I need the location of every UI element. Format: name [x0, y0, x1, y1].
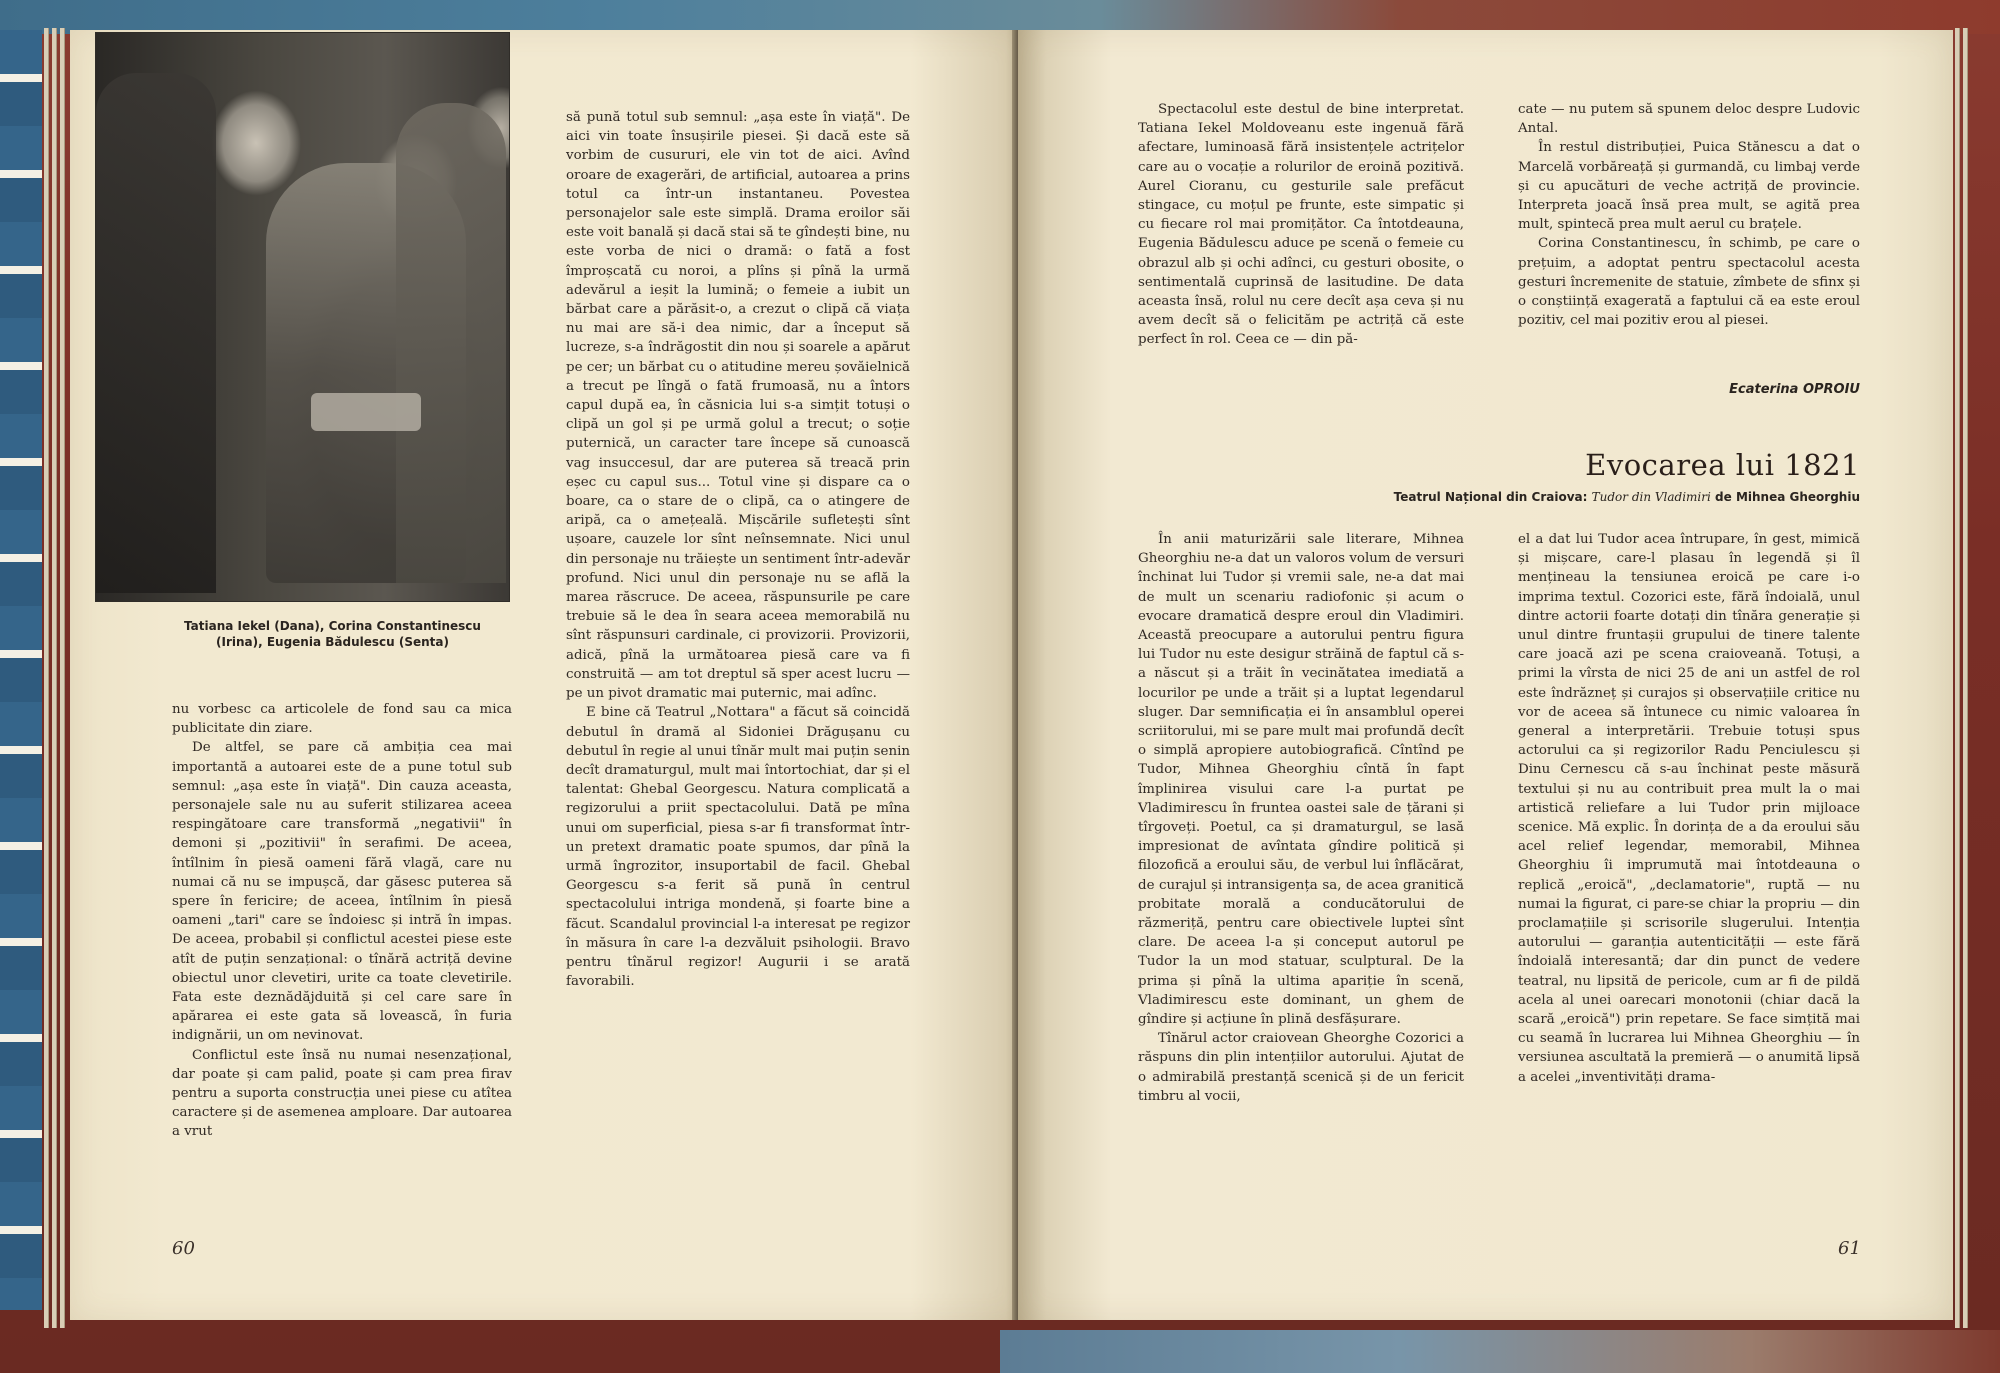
page-stack-edge [1955, 28, 1960, 1328]
page-number-left: 60 [172, 1238, 195, 1259]
photo-caption: Tatiana Iekel (Dana), Corina Constantinescu (Irina), Eugenia Bădulescu (Senta) [184, 619, 481, 649]
right-column-2 [1518, 100, 1860, 330]
paragraph: cate — nu putem să spunem deloc despre Ludovic Antal. [1518, 102, 1860, 137]
subtitle-theatre: Teatrul Național din Craiova: [1393, 490, 1588, 504]
left-column-2 [566, 108, 910, 991]
page-stack-edge [52, 28, 57, 1328]
paragraph: Tînărul actor craiovean Gheorghe Cozorici a răspuns din plin intențiilor autorului. Ajutat de o admirabilă prestanță scenică și de un fericit timbru al vocii, [1138, 1031, 1464, 1104]
book-bottom-edge [1000, 1330, 2000, 1373]
page-stack-edge [60, 28, 65, 1328]
paragraph: În restul distribuției, Puica Stănescu a dat o Marcelă vorbăreață și gurmandă, cu limbaj verde și cu apucături de veche actriță de provincie. Interpreta joacă însă prea mult, se agită prea mult, spintecă prea mult aerul cu brațele. [1518, 140, 1860, 233]
book-spine-edge [0, 30, 42, 1310]
photo-detail [311, 393, 421, 431]
theatre-photo [95, 32, 510, 602]
paragraph: să pună totul sub semnul: „așa este în viață". De aici vin toate însușirile piesei. Și dacă este să vorbim de cusururi, ele vin tot de aici. Avînd oroare de exagerări, de artificial, autoarea a prins totul ca într-un instantaneu. Povestea personajelor sale este simplă. Drama eroilor săi este voit banală și dacă stai să te gîndești bine, nu este vorba de nici o dramă: o fată a fost împroșcată cu noroi, a plîns și pînă la urmă adevărul a ieșit la lumină; o femeie a iubit un bărbat care a părăsit-o, a crezut o clipă că viața nu mai are să-i dea nimic, dar a început să lucreze, s-a îndrăgostit din nou și soarele a apărut pe cer; un bărbat cu o atitudine mereu șovăielnică a trecut pe lîngă o fată frumoasă, nu a întors capul după ea, în căsnicia lui s-a simțit totuși o clipă un gol și pe urmă golul a trecut; o soție puternică, un caracter tare începe să cunoască vag insuccesul, dar are puterea să treacă prin eșec cu capul sus... Totul vine și dispare ca o boare, ca o stare de o clipă, ca o atingere de aripă, ca o amețeală. Mișcările sufletești sînt ușoare, cauzele lor sînt neînsemnate. Nici unul din personaje nu trăiește un sentiment într-adevăr profund. Nici unul din personaje nu se află la marea răscruce. De aceea, răspunsurile pe care trebuie să le dea în seara aceea memorabilă nu sînt răspunsuri cardinale, ci provizorii. Provizorii, adică, pînă la următoarea piesă care va fi construită — am tot dreptul să sper acest lucru — pe un pivot dramatic mai puternic, mai adînc. [566, 110, 910, 702]
photo-figure [96, 73, 216, 593]
paragraph: Corina Constantinescu, în schimb, pe care o prețuim, a adoptat pentru spectacolul acesta gesturi încremenite de statuie, zîmbete de sfinx și o conștiință exagerată a faptului că ea este eroul pozitiv, cel mai pozitiv erou al piesei. [1518, 236, 1860, 329]
subtitle-author: de Mihnea Gheorghiu [1715, 490, 1860, 504]
article-subtitle [1225, 490, 1860, 504]
article-signature: Ecaterina OPROIU [1729, 382, 1860, 397]
paragraph: el a dat lui Tudor acea întrupare, în gest, mimică și mișcare, care-l plasau în legendă și îl mențineau la tensiunea eroică pe care i-o imprima textul. Cozorici este, fără îndoială, unul dintre actorii foarte dotați din tînăra generație și unul dintre fruntașii grupului de tinere talente care joacă azi pe scena craioveană. Totuși, a primi la vîrsta de nici 25 de ani un astfel de rol este îndrăzneț și curajos și observațiile critice nu vor de aceea să întunece cu nimic valoarea în general a interpretării. Trebuie totuși spus actorului ca și regizorilor Radu Penciulescu și Dinu Cernescu că s-au închinat peste măsură textului și nu au contribuit prea mult la o mai artistică reliefare a lui Tudor prin mijloace scenice. Mă explic. În dorința de a da eroului său acel relief legendar, memorabil, Mihnea Gheorghiu îi imprumută mai întotdeauna o replică „eroică", „declamatorie", ruptă — nu numai la figurat, ci pare-se chiar la propriu — din proclamațiile și scrisorile slugerului. Intenția autorului — garanția autenticității — este fără îndoială interesantă; dar din punct de vedere teatral, nu lipsită de pericole, cum ar fi de pildă acela al unei oarecari monotonii (chiar dacă la scară „eroică") prin repetare. Se face simțită mai cu seamă în lucrarea lui Mihnea Gheorghiu — în versiunea ascultată la premieră — o anumită lipsă a acelei „inventivități drama- [1518, 532, 1860, 1085]
page-number-right: 61 [1838, 1238, 1861, 1259]
photo-figure [396, 103, 506, 583]
right-column-4 [1518, 530, 1860, 1087]
paragraph: Conflictul este însă nu numai nesenzațional, dar poate și cam palid, poate și cam prea firav pentru a suporta construcția unei piese cu atîtea caractere și de asemenea amploare. Dar autoarea a vrut [172, 1047, 512, 1140]
paragraph: În anii maturizării sale literare, Mihnea Gheorghiu ne-a dat un valoros volum de versuri închinat lui Tudor și vremii sale, ne-a dat mai de mult un scenariu radiofonic și acum o evocare dramatică despre eroul din Vladimiri. Această preocupare a autorului pentru figura lui Tudor nu este desigur străină de faptul că s-a născut și a trăit în vecinătatea imediată a locurilor pe unde a trăit și a luptat legendarul sluger. Dar semnificația ei în ansamblul operei scriitorului, mi se pare mult mai profundă decît o simplă apropiere autobiografică. Cîntînd pe Tudor, Mihnea Gheorghiu cîntă în fapt împlinirea visului care l-a purtat pe Vladimirescu în fruntea oastei sale de țărani și tîrgoveți. Poetul, ca și dramaturgul, se lasă impresionat de avîntata gîndire politică și filozofică a eroului său, de verbul lui înflăcărat, de curajul și intransigența sa, de acea granitică probitate morală a conducătorului de răzmeriță, pentru care obiectivele luptei sînt clare. De aceea l-a și conceput autorul pe Tudor la un mod statuar, sculptural. De la prima și pînă la ultima apariție în scenă, Vladimirescu este dominant, un ghem de gîndire și acțiune în plină desfășurare. [1138, 532, 1464, 1028]
paragraph: nu vorbesc ca articolele de fond sau ca mica publicitate din ziare. [172, 702, 512, 737]
left-column-1 [172, 700, 512, 1142]
paragraph: Spectacolul este destul de bine interpretat. Tatiana Iekel Moldoveanu este ingenuă fără afectare, luminoasă fără insistențele actrițelor care au o vocație a rolurilor de eroină pozitivă. Aurel Cioranu, cu gesturile sale prefăcut stingace, cu moțul pe frunte, este simpatic și cu fiecare rol mai promițător. Ca întotdeauna, Eugenia Bădulescu aduce pe scenă o femeie cu obrazul alb și ochi adînci, cu gesturi obosite, o sentimentală cuprinsă de lasitudine. De data aceasta însă, rolul nu cere decît așa ceva și nu avem decît să o felicităm pe actriță că este perfect în rol. Ceea ce — din pă- [1138, 102, 1464, 348]
paragraph: De altfel, se pare că ambiția cea mai importantă a autoarei este de a pune totul sub semnul: „așa este în viață". Din cauza aceasta, personajele sale nu au suferit stilizarea aceea respingătoare care transformă „negativii" în demoni și „pozitivii" în serafimi. De aceea, întîlnim în piesă oameni fără vlagă, care nu numai că nu se impușcă, dar găsesc puterea să spere în fericire; de aceea, întîlnim în piesă oameni „tari" care se îndoiesc și intră în impas. De aceea, probabil și conflictul acestei piese este atît de puțin senzațional: o tînără actriță devine obiectul unor clevetiri, urite ca toate clevetirile. Fata este deznădăjduită și cel care sare în apărarea ei este gata să lovească, în furia indignării, un om nevinovat. [172, 740, 512, 1044]
right-column-1 [1138, 100, 1464, 350]
page-stack-edge [1963, 28, 1968, 1328]
right-column-3 [1138, 530, 1464, 1106]
article-title: Evocarea lui 1821 [1585, 448, 1860, 482]
page-stack-edge [44, 28, 49, 1328]
paragraph: E bine că Teatrul „Nottara" a făcut să coincidă debutul în dramă al Sidoniei Drăgușanu cu debutul în regie al unui tînăr mult mai puțin senin decît dramaturgul, mult mai întortochiat, dar și el talentat: Ghebal Georgescu. Natura complicată a regizorului a priit spectacolului. Dată pe mîna unui om superficial, piesa s-ar fi transformat într-un pretext dramatic poate spumos, dar pînă la urmă îngrozitor, insuportabil de facil. Ghebal Georgescu s-a ferit să pună în centrul spectacolului intriga mondenă, și foarte bine a făcut. Scandalul provincial l-a interesat pe regizor în măsura în care l-a dezvăluit psihologii. Bravo pentru tînărul regizor! Augurii i se arată favorabili. [566, 705, 910, 990]
book-top-edge [0, 0, 2000, 34]
subtitle-play: Tudor din Vladimiri [1591, 490, 1711, 504]
